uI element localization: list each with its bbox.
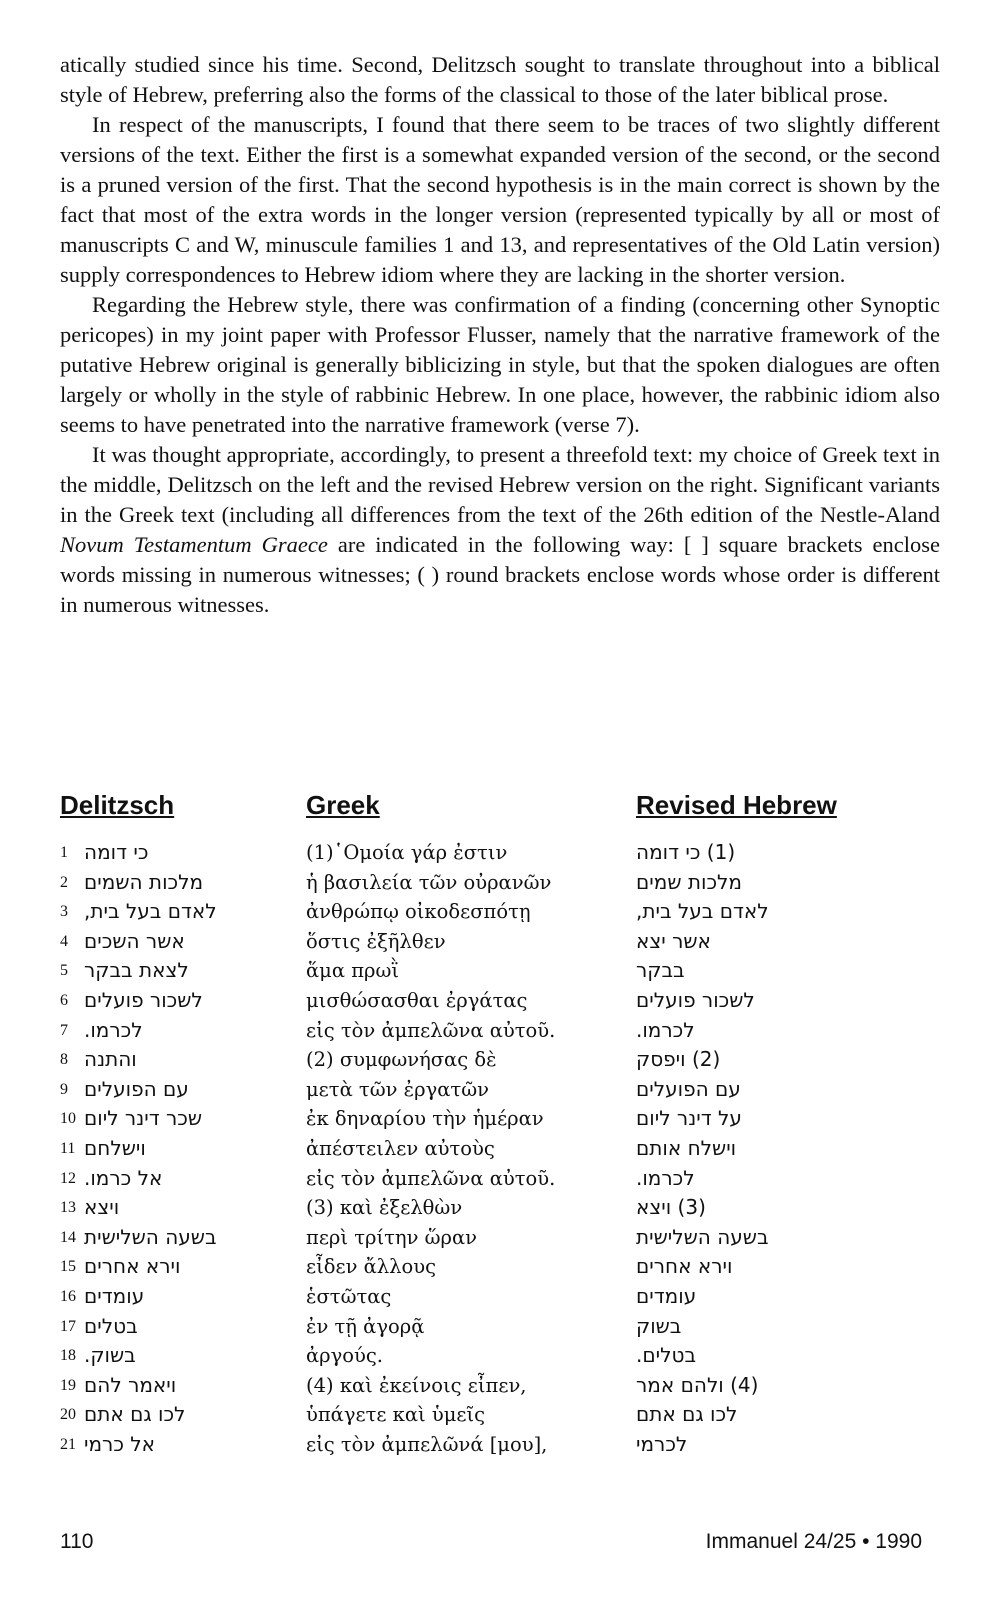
line-number: 20 <box>60 1406 76 1424</box>
delitzsch-hebrew-text: בשוק. <box>84 1343 136 1368</box>
header-delitzsch: Delitzsch <box>60 790 175 820</box>
delitzsch-hebrew-text: עם הפועלים <box>84 1076 189 1101</box>
paragraph-1: atically studied since his time. Second, Delitzsch sought to translate throughout into a biblical style of Hebrew, preferring also the forms of the classical to those of the later biblical prose. <box>60 52 940 107</box>
revised-hebrew-line: (4) ולהם אמר <box>636 1372 759 1397</box>
delitzsch-hebrew-text: בטלים <box>84 1313 138 1338</box>
greek-line: εἰς τὸν ἀμπελῶνά [μου], <box>306 1432 548 1456</box>
delitzsch-hebrew-text: לכרמו. <box>84 1017 143 1042</box>
delitzsch-hebrew-text: מלכות השמים <box>84 869 204 894</box>
delitzsch-hebrew-text: לשכור פועלים <box>84 987 203 1012</box>
greek-line: μισθώσασθαι ἐργάτας <box>306 988 528 1012</box>
greek-line: εἶδεν ἄλλους <box>306 1255 437 1279</box>
delitzsch-hebrew-text: לכו גם אתם <box>84 1402 186 1427</box>
greek-line: ἐν τῇ ἀγορᾷ <box>306 1314 425 1338</box>
delitzsch-line <box>60 986 250 1016</box>
line-number: 8 <box>60 1051 68 1069</box>
delitzsch-hebrew-text: לאדם בעל בית, <box>84 899 217 924</box>
greek-line: ἀπέστειλεν αὐτοὺς <box>306 1136 495 1160</box>
delitzsch-line <box>60 1193 250 1223</box>
revised-hebrew-line: לכרמו. <box>636 1165 695 1190</box>
greek-line: περὶ τρίτην ὥραν <box>306 1225 478 1249</box>
revised-hebrew-line: לכרמו. <box>636 1017 695 1042</box>
delitzsch-line <box>60 1312 250 1342</box>
greek-line: ἐκ δηναρίου τὴν ἡμέραν <box>306 1107 544 1131</box>
delitzsch-line <box>60 1075 250 1105</box>
header-revised-hebrew: Revised Hebrew <box>636 790 837 820</box>
greek-line: ὅστις ἐξῆλθεν <box>306 929 446 953</box>
delitzsch-line <box>60 956 250 986</box>
greek-line: εἰς τὸν ἀμπελῶνα αὐτοῦ. <box>306 1018 556 1042</box>
revised-hebrew-line: (1) כי דומה <box>636 840 736 864</box>
body-text <box>60 50 940 620</box>
line-number: 17 <box>60 1317 76 1335</box>
revised-hebrew-line: (3) ויצא <box>636 1195 706 1220</box>
revised-hebrew-line: עומדים <box>636 1283 697 1308</box>
page-number: 110 <box>60 1530 94 1553</box>
greek-line: μετὰ τῶν ἐργατῶν <box>306 1077 489 1101</box>
greek-line: ἅμα πρωῒ <box>306 959 400 983</box>
revised-hebrew-line: לאדם בעל בית, <box>636 899 769 924</box>
line-number: 3 <box>60 903 68 921</box>
delitzsch-column <box>60 838 250 1459</box>
delitzsch-line <box>60 1223 250 1253</box>
line-number: 12 <box>60 1169 76 1187</box>
revised-hebrew-line: וירא אחרים <box>636 1254 733 1279</box>
delitzsch-line <box>60 1371 250 1401</box>
paragraph-2: In respect of the manuscripts, I found that there seem to be traces of two slightly different versions of the text. Either the first is a somewhat expanded version of the second, or the second is a pruned version of the first. That the second hypothesis is in the main correct is shown by the fact that most of the extra words in the longer version (represented typically by all or most of manuscripts C and W, minuscule families 1 and 13, and representatives of the Old Latin version) supply correspondences to Hebrew idiom where they are lacking in the shorter version. <box>60 112 940 287</box>
delitzsch-line <box>60 1282 250 1312</box>
revised-hebrew-line: (2) ויפסק <box>636 1047 721 1072</box>
delitzsch-line <box>60 1104 250 1134</box>
delitzsch-hebrew-text: וישלחם <box>84 1135 146 1160</box>
delitzsch-line <box>60 1164 250 1194</box>
header-greek: Greek <box>306 790 380 820</box>
delitzsch-hebrew-text: ויצא <box>84 1195 120 1220</box>
delitzsch-hebrew-text: ויאמר להם <box>84 1372 177 1397</box>
line-number: 1 <box>60 844 68 861</box>
revised-hebrew-line: לכרמי <box>636 1431 688 1456</box>
line-number: 11 <box>60 1139 76 1157</box>
delitzsch-line <box>60 1045 250 1075</box>
line-number: 2 <box>60 873 68 891</box>
delitzsch-hebrew-text: שכר דינר ליום <box>84 1106 202 1131</box>
greek-line: (3) καὶ ἐξελθὼν <box>306 1196 463 1220</box>
delitzsch-hebrew-text: אשר השכים <box>84 928 185 953</box>
revised-hebrew-line: על דינר ליום <box>636 1106 742 1131</box>
line-number: 4 <box>60 932 68 950</box>
revised-hebrew-line: לשכור פועלים <box>636 987 755 1012</box>
greek-line: ἡ βασιλεία τῶν οὐρανῶν <box>306 870 552 894</box>
line-number: 18 <box>60 1347 76 1365</box>
revised-hebrew-line: מלכות שמים <box>636 869 742 894</box>
delitzsch-line <box>60 1430 250 1460</box>
delitzsch-line <box>60 1016 250 1046</box>
line-number: 7 <box>60 1021 68 1039</box>
line-number: 10 <box>60 1110 76 1128</box>
delitzsch-line <box>60 897 250 927</box>
line-number: 16 <box>60 1287 76 1305</box>
greek-line: ὑπάγετε καὶ ὑμεῖς <box>306 1403 486 1427</box>
greek-line: (4) καὶ ἐκείνοις εἶπεν, <box>306 1373 527 1397</box>
delitzsch-hebrew-text: בשעה השלישית <box>84 1224 217 1249</box>
greek-column <box>306 838 555 1459</box>
revised-hebrew-line: וישלח אותם <box>636 1135 737 1160</box>
line-number: 6 <box>60 991 68 1009</box>
revised-hebrew-line: לכו גם אתם <box>636 1402 738 1427</box>
delitzsch-hebrew-text: כי דומה <box>84 840 149 864</box>
line-number: 13 <box>60 1199 76 1217</box>
greek-line: ἀνθρώπῳ οἰκοδεσπότῃ <box>306 900 531 924</box>
delitzsch-line <box>60 838 250 868</box>
greek-line: (1)῾Ομοία γάρ ἐστιν <box>306 841 508 864</box>
line-number: 21 <box>60 1435 76 1453</box>
paragraph-3: Regarding the Hebrew style, there was confirmation of a finding (concerning other Synoptic pericopes) in my joint paper with Professor Flusser, namely that the narrative framework of the putative Hebrew original is generally biblicizing in style, but that the spoken dialogues are often largely or wholly in the style of rabbinic Hebrew. In one place, however, the rabbinic idiom also seems to have penetrated into the narrative framework (verse 7). <box>60 292 940 437</box>
revised-hebrew-line: בשוק <box>636 1313 682 1338</box>
line-number: 9 <box>60 1080 68 1098</box>
delitzsch-line <box>60 927 250 957</box>
revised-hebrew-line: בטלים. <box>636 1343 696 1368</box>
delitzsch-hebrew-text: אל כרמו. <box>84 1165 163 1190</box>
delitzsch-hebrew-text: וירא אחרים <box>84 1254 181 1279</box>
delitzsch-line <box>60 1134 250 1164</box>
greek-line: (2) συμφωνήσας δὲ <box>306 1048 497 1072</box>
greek-line: ἀργούς. <box>306 1344 384 1368</box>
revised-hebrew-line: עם הפועלים <box>636 1076 741 1101</box>
paragraph-4-part-a: It was thought appropriate, accordingly, to present a threefold text: my choice of Greek text in the middle, Delitzsch on the left and the revised Hebrew version on the right. Significant variants in the Greek text (including all differences from the text of the 26th edition of the Nestle-Aland <box>60 442 940 527</box>
revised-hebrew-column <box>636 838 826 1459</box>
revised-hebrew-line: בשעה השלישית <box>636 1224 769 1249</box>
delitzsch-line <box>60 1400 250 1430</box>
greek-line: εἰς τὸν ἀμπελῶνα αὐτοῦ. <box>306 1166 556 1190</box>
delitzsch-line <box>60 868 250 898</box>
line-number: 15 <box>60 1258 76 1276</box>
line-number: 19 <box>60 1376 76 1394</box>
paragraph-4-part-b: are indicated in the following way: [ ] square brackets enclose words missing in numerous witnesses; ( ) round brackets enclose words whose order is different in numerous witnesses. <box>60 532 940 617</box>
revised-hebrew-line: בבקר <box>636 958 685 983</box>
journal-citation: Immanuel 24/25 • 1990 <box>705 1530 922 1553</box>
line-number: 14 <box>60 1228 76 1246</box>
greek-line: ἑστῶτας <box>306 1284 392 1308</box>
delitzsch-hebrew-text: לצאת בבקר <box>84 958 189 983</box>
paragraph-4 <box>60 440 940 620</box>
revised-hebrew-line: אשר יצא <box>636 928 711 953</box>
delitzsch-line <box>60 1341 250 1371</box>
line-number: 5 <box>60 962 68 980</box>
delitzsch-hebrew-text: אל כרמי <box>84 1431 156 1456</box>
delitzsch-hebrew-text: עומדים <box>84 1283 145 1308</box>
delitzsch-line <box>60 1252 250 1282</box>
paragraph-4-italic-title: Novum Testamentum Graece <box>60 532 328 557</box>
delitzsch-hebrew-text: והתנה <box>84 1047 137 1072</box>
